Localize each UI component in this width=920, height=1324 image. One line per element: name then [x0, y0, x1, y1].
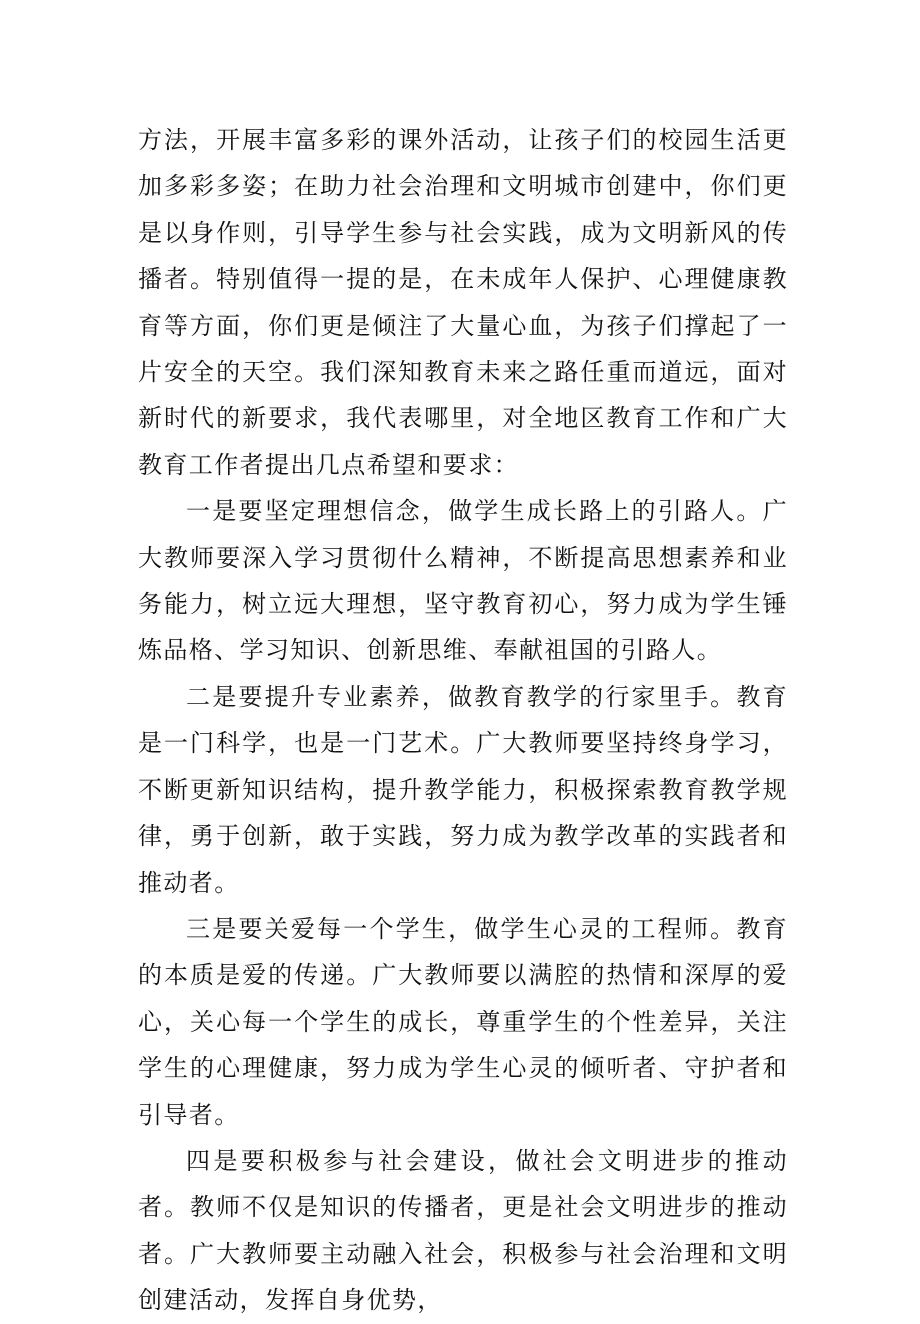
- paragraph-first-requirement: 一是要坚定理想信念，做学生成长路上的引路人。广大教师要深入学习贯彻什么精神，不断提高思想素养和业务能力，树立远大理想，坚守教育初心，努力成为学生锤炼品格、学习知识、创新思维、奉献祖国的引路人。: [138, 497, 788, 665]
- paragraph-second-requirement: 二是要提升专业素养，做教育教学的行家里手。教育是一门科学，也是一门艺术。广大教师要坚持终身学习，不断更新知识结构，提升教学能力，积极探索教育教学规律，勇于创新，敢于实践，努力成为教学改革的实践者和推动者。: [138, 682, 788, 897]
- paragraph-continuation: 方法，开展丰富多彩的课外活动，让孩子们的校园生活更加多彩多姿；在助力社会治理和文明城市创建中，你们更是以身作则，引导学生参与社会实践，成为文明新风的传播者。特别值得一提的是，在未成年人保护、心理健康教育等方面，你们更是倾注了大量心血，为孩子们撑起了一片安全的天空。我们深知教育未来之路任重而道远，面对新时代的新要求，我代表哪里，对全地区教育工作和广大教育工作者提出几点希望和要求：: [138, 126, 788, 479]
- paragraph-fourth-requirement: 四是要积极参与社会建设，做社会文明进步的推动者。教师不仅是知识的传播者，更是社会文明进步的推动者。广大教师要主动融入社会，积极参与社会治理和文明创建活动，发挥自身优势，: [138, 1146, 788, 1315]
- paragraph-third-requirement: 三是要关爱每一个学生，做学生心灵的工程师。教育的本质是爱的传递。广大教师要以满腔的热情和深厚的爱心，关心每一个学生的成长，尊重学生的个性差异，关注学生的心理健康，努力成为学生心灵的倾听者、守护者和引导者。: [138, 914, 788, 1129]
- document-page: [138, 117, 788, 1324]
